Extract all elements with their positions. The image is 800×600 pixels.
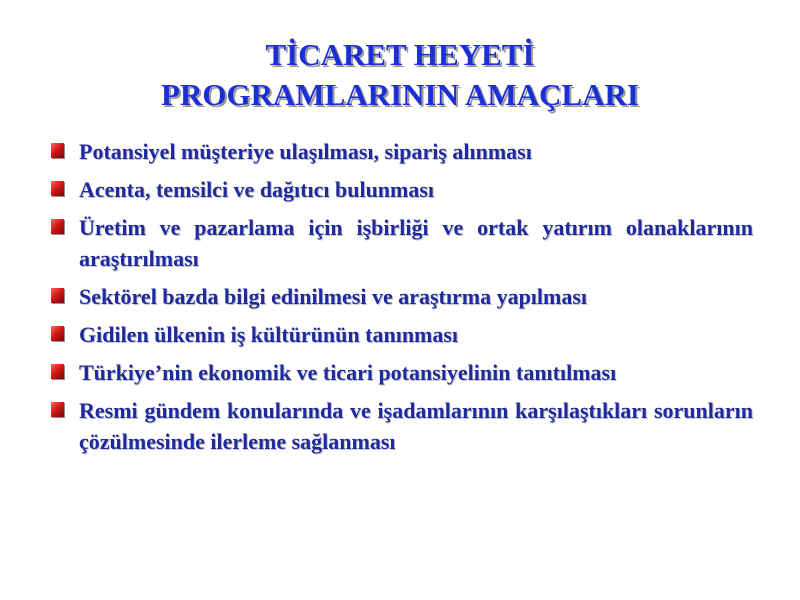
bullet-text: Acenta, temsilci ve dağıtıcı bulunması [79,177,435,202]
bullet-text: Potansiyel müşteriye ulaşılması, sipariş alınması [79,139,532,164]
bullet-item [51,212,753,274]
title-line-1: TİCARET HEYETİ [265,36,535,72]
red-square-bullet-icon [51,219,64,234]
title-line-2: PROGRAMLARININ AMAÇLARI [161,76,639,112]
bullet-text: Türkiye’nin ekonomik ve ticari potansiyelinin tanıtılması [79,360,617,385]
red-square-bullet-icon [51,364,64,379]
bullet-text: Sektörel bazda bilgi edinilmesi ve araştırma yapılması [79,284,588,309]
bullet-item [51,174,753,205]
bullet-text: Gidilen ülkenin iş kültürünün tanınması [79,322,459,347]
bullet-item [51,319,753,350]
bullet-text: Üretim ve pazarlama için işbirliği ve ortak yatırım olanaklarının araştırılması [79,215,753,271]
bullet-item [51,281,753,312]
bullet-item [51,357,753,388]
bullet-text: Resmi gündem konularında ve işadamlarının karşılaştıkları sorunların çözülmesinde ilerleme sağlanması [79,398,753,454]
bullet-item [51,136,753,167]
slide-title [60,35,740,115]
red-square-bullet-icon [51,326,64,341]
red-square-bullet-icon [51,181,64,196]
red-square-bullet-icon [51,402,64,417]
bullet-item [51,395,753,457]
red-square-bullet-icon [51,143,64,158]
red-square-bullet-icon [51,288,64,303]
bullet-list [51,136,753,464]
